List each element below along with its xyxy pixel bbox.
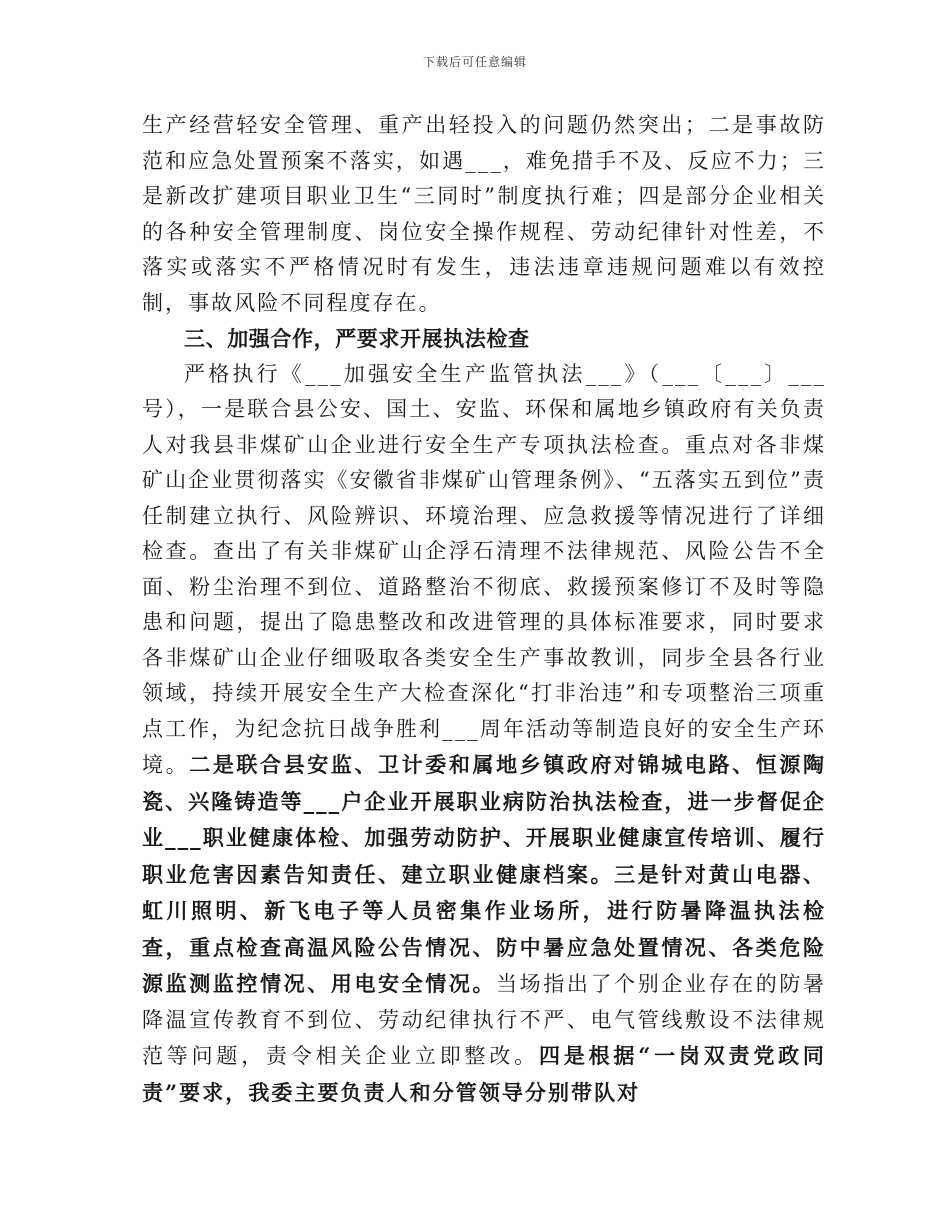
enforcement-text-1: 严格执行《___加强安全生产监管执法___》（___〔___〕___号），一是联合县公安、国土、安监、环保和属地乡镇政府有关负责人对我县非煤矿山企业进行安全生产专项执法检查。重点对各非煤矿山企业贯彻落实《安徽省非煤矿山管理条例》、“五落实五到位”责任制建立执行、风险辨识、环境治理、应急救援等情况进行了详细检查。查出了有关非煤矿山企浮石清理不法律规范、风险公告不全面、粉尘治理不到位、道路整治不彻底、救援预案修订不及时等隐患和问题，提出了隐患整改和改进管理的具体标准要求，同时要求各非煤矿山企业仔细吸取各类安全生产事故教训，同步全县各行业领域，持续开展安全生产大检查深化“打非治违”和专项整治三项重点工作，为纪念抗日战争胜利___周年活动等制造良好的安全生产环境。	[142, 361, 826, 777]
paragraph-risks: 生产经营轻安全管理、重产出轻投入的问题仍然突出；二是事故防范和应急处置预案不落实，如遇___，难免措手不及、反应不力；三是新改扩建项目职业卫生“三同时”制度执行难；四是部分企业相关的各种安全管理制度、岗位安全操作规程、劳动纪律针对性差，不落实或落实不严格情况时有发生，违法违章违规问题难以有效控制，事故风险不同程度存在。	[142, 113, 826, 315]
enforcement-text-2-bold: 二是联合县安监、卫计委和属地乡镇政府对锦城电路、恒源陶瓷、兴隆铸造等___户企业开展职业病防治执法检查，进一步督促企业___职业健康体检、加强劳动防护、开展职业健康宣传培训、履行职业危害因素告知责任、建立职业健康档案。三是针对黄山电器、虹川照明、新飞电子等人员密集作业场所，进行防暑降温执法检查，重点检查高温风险公告情况、防中暑应急处置情况、各类危险源监测监控情况、用电安全情况。	[142, 752, 826, 996]
paragraph-enforcement	[142, 357, 826, 1112]
enforcement-text-3: 当场指出了个别企业存在的防暑降温宣传教育不到位、劳动纪律执行不严、电气管线敷设不法律规范等问题，责令相关企业立即整改。	[142, 972, 826, 1068]
enforcement-text-4-bold: 四是根据“一岗双责党政同责”要求，我委主要负责人和分管领导分别带队对	[142, 1043, 826, 1105]
document-body	[142, 108, 826, 1111]
page-header-note: 下载后可任意编辑	[422, 55, 527, 69]
section-heading-3: 三、加强合作，严要求开展执法检查	[184, 326, 530, 351]
